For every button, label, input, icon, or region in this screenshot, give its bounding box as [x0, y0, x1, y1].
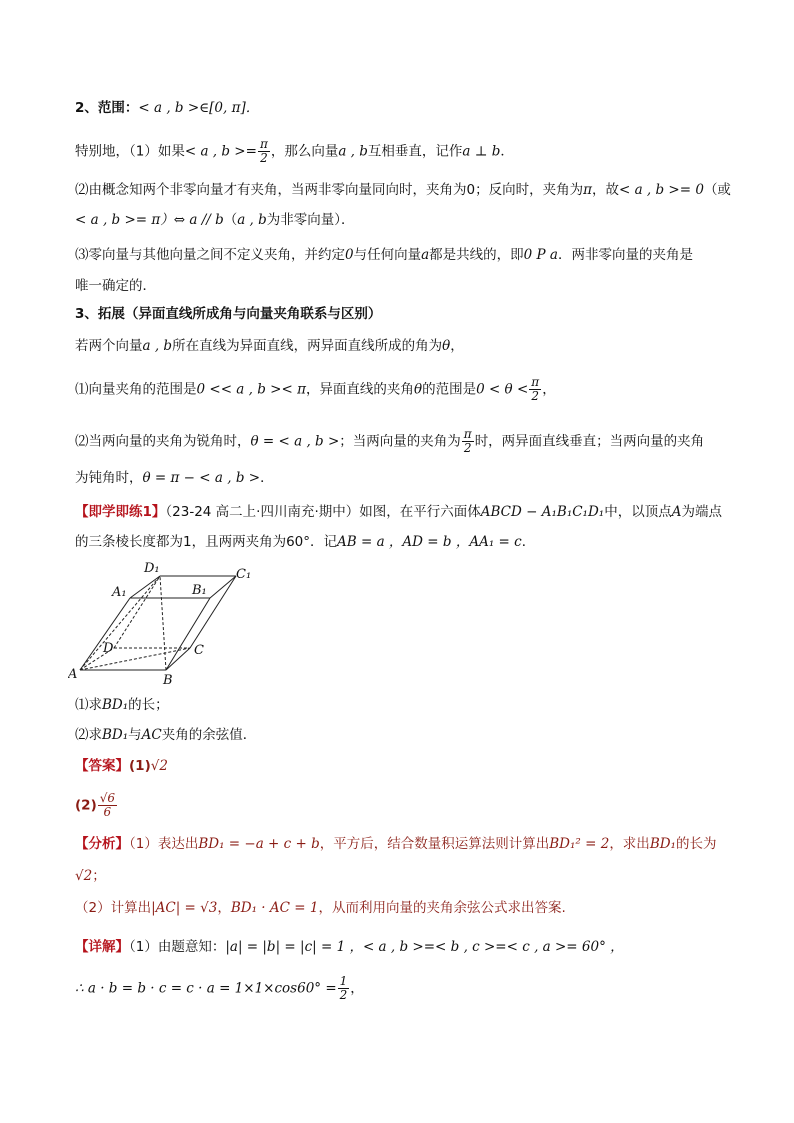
formula: 0: [345, 247, 354, 263]
paragraph-2-line-2: [75, 210, 355, 230]
text: 夹角的余弦值．: [161, 727, 257, 743]
range-formula: < a , b >∈[0, π]．: [138, 100, 260, 116]
label-C: C: [194, 643, 204, 658]
text: 都是共线的，即: [429, 247, 524, 263]
answer-index: (2): [75, 797, 97, 814]
text: ，平方后，结合数量积运算法则计算出: [319, 836, 550, 852]
formula: < a , b >= π）⇔ a // b: [75, 212, 224, 228]
formula: A: [671, 504, 682, 520]
formula: BD₁: [649, 836, 676, 852]
solution-line-1: [75, 937, 624, 957]
denominator: 6: [103, 805, 112, 819]
paragraph-3-line-1: [75, 245, 693, 265]
label-A: A: [68, 667, 78, 682]
formula: |a| = |b| = |c| = 1 ，< a , b >=< b , c >=< c , a >= 60° ，: [225, 939, 624, 955]
text: 若两个向量: [75, 338, 143, 354]
text: ．: [260, 470, 274, 486]
special-case-line: [75, 138, 514, 165]
text: ．两非零向量的夹角是: [557, 247, 693, 263]
formula: ABCD − A₁B₁C₁D₁: [480, 504, 605, 520]
formula: θ: [413, 381, 423, 398]
text: ；: [92, 868, 106, 884]
denominator: 2: [260, 151, 268, 165]
denominator: 2: [531, 389, 540, 403]
fraction-pi-over-2: [258, 138, 270, 165]
exercise-line-2: [75, 532, 535, 552]
diagonal-BD1: [160, 576, 166, 670]
text: （1）表达出: [129, 836, 199, 852]
text: 为非零向量）．: [266, 212, 355, 228]
text: ⑵由概念知两个非零向量才有夹角，当两非零向量同向时，夹角为0；反向时，夹角为: [75, 182, 584, 198]
text: 中，以顶点: [604, 504, 672, 520]
paragraph-3-line-2: [75, 276, 156, 296]
formula: √2: [75, 868, 93, 884]
text: （或: [703, 182, 731, 198]
fraction-pi-over-2: [462, 428, 474, 455]
formula: 0 < θ <: [476, 381, 529, 398]
formula: < a , b >= 0: [618, 182, 704, 198]
text: ，: [542, 381, 556, 398]
answer-fraction: [98, 792, 117, 819]
formula: ∴ a · b = b · c = c · a = 1×1×cos60° =: [75, 980, 337, 997]
formula: a: [421, 247, 430, 263]
text: ，: [450, 338, 464, 354]
question-1: [75, 695, 169, 715]
text: ，: [217, 900, 231, 916]
text: 唯一确定的．: [75, 278, 156, 294]
text: （2）计算出: [75, 900, 152, 916]
text: ，异面直线的夹角: [305, 381, 414, 398]
formula: BD₁ = −a + c + b: [198, 836, 320, 852]
text: 互相垂直，记作: [367, 143, 463, 160]
formula: a , b: [237, 212, 267, 228]
text: 的范围是: [422, 381, 477, 398]
text: 与任何向量: [353, 247, 422, 263]
text: ，: [350, 980, 364, 997]
section-heading-extension: [75, 304, 381, 324]
denominator: 2: [339, 988, 348, 1002]
text: （23-24 高二上·四川南充·期中）如图，在平行六面体: [165, 504, 481, 520]
analysis-line-2: [75, 866, 106, 886]
text: 为端点: [681, 504, 722, 520]
formula: θ = < a , b >: [250, 433, 340, 450]
range-comparison-line: [75, 376, 556, 403]
text: ．: [521, 534, 536, 550]
label-D1: D₁: [144, 561, 160, 576]
numerator: π: [259, 137, 268, 151]
heading-text: 3、拓展（异面直线所成角与向量夹角联系与区别）: [75, 306, 382, 322]
text: 的长；: [128, 697, 169, 713]
text: ，那么向量: [270, 143, 339, 160]
text: 时，两异面直线垂直；当两向量的夹角: [474, 433, 705, 450]
fraction-one-half: [338, 975, 350, 1002]
denominator: 2: [463, 441, 472, 455]
question-2: [75, 725, 256, 745]
formula: a ⊥ b: [462, 143, 501, 160]
exercise-line-1: [75, 502, 722, 522]
edge-BB1: [166, 598, 210, 670]
answer-line-2: [75, 792, 118, 819]
text: ⑴向量夹角的范围是: [75, 381, 197, 398]
fraction-pi-over-2: [529, 376, 541, 403]
formula: AB = a ，AD = b ，AA₁ = c: [337, 534, 522, 550]
parallelepiped-figure: [68, 558, 268, 688]
formula: BD₁: [102, 697, 129, 713]
diagonal-AC: [80, 648, 190, 670]
numerator: 1: [339, 974, 348, 988]
formula: |AC| = √3: [151, 900, 218, 916]
numerator: √6: [99, 791, 116, 805]
formula: 0 P a: [523, 247, 558, 263]
text: ；当两向量的夹角为: [339, 433, 461, 450]
label-D: D: [103, 641, 114, 656]
formula: π: [583, 182, 592, 198]
text: 所在直线为异面直线，两异面直线所成的角为: [172, 338, 443, 354]
solution-tag: 【详解】: [75, 939, 129, 955]
label-B: B: [163, 673, 173, 688]
analysis-line-1: [75, 834, 716, 854]
text: 的长为: [675, 836, 717, 852]
formula: 0 << a , b >< π: [196, 381, 306, 398]
formula: < a , b >=: [184, 143, 257, 160]
formula: AC: [141, 727, 162, 743]
label-B1: B₁: [192, 583, 207, 598]
label-C1: C₁: [236, 567, 252, 582]
answer-line-1: [75, 756, 168, 776]
formula: BD₁ · AC = 1: [230, 900, 319, 916]
text: ⑵当两向量的夹角为锐角时，: [75, 433, 251, 450]
formula: θ: [442, 338, 451, 354]
numerator: π: [531, 375, 540, 389]
analysis-line-3: [75, 898, 566, 918]
label-A1: A₁: [112, 585, 127, 600]
skew-lines-intro: [75, 336, 464, 356]
range-heading: 2、范围：: [75, 100, 139, 116]
range-line: [75, 98, 259, 118]
acute-case-line: [75, 428, 704, 455]
answer-index: (1): [129, 758, 151, 774]
text: ，求出: [609, 836, 650, 852]
edge-B1C1: [210, 576, 236, 598]
answer-value: √2: [150, 758, 168, 774]
text: ，从而利用向量的夹角余弦公式求出答案.: [318, 900, 566, 916]
formula: BD₁² = 2: [549, 836, 610, 852]
formula: a , b: [142, 338, 173, 354]
text: 的三条棱长度都为1，且两两夹角为60°．记: [75, 534, 338, 550]
text: ．: [500, 143, 514, 160]
text: （1）由题意知：: [129, 939, 226, 955]
numerator: π: [463, 427, 472, 441]
exercise-tag: 【即学即练1】: [75, 504, 166, 520]
text: 为钝角时，: [75, 470, 143, 486]
text: ⑶零向量与其他向量之间不定义夹角，并约定: [75, 247, 345, 263]
text: ，故: [591, 182, 619, 198]
paragraph-2-line-1: [75, 180, 731, 200]
solution-line-2: [75, 975, 364, 1002]
formula: a , b: [338, 143, 368, 160]
edge-A1D1: [130, 576, 160, 598]
formula: BD₁: [102, 727, 129, 743]
text: ⑴求: [75, 697, 102, 713]
text: （: [223, 212, 238, 228]
text: 特别地，（1）如果: [75, 143, 185, 160]
formula: θ = π − < a , b >: [142, 470, 261, 486]
text: ⑵求: [75, 727, 102, 743]
text: 与: [128, 727, 142, 743]
answer-tag: 【答案】: [75, 758, 129, 774]
analysis-tag: 【分析】: [75, 836, 129, 852]
obtuse-case-line: [75, 468, 274, 488]
